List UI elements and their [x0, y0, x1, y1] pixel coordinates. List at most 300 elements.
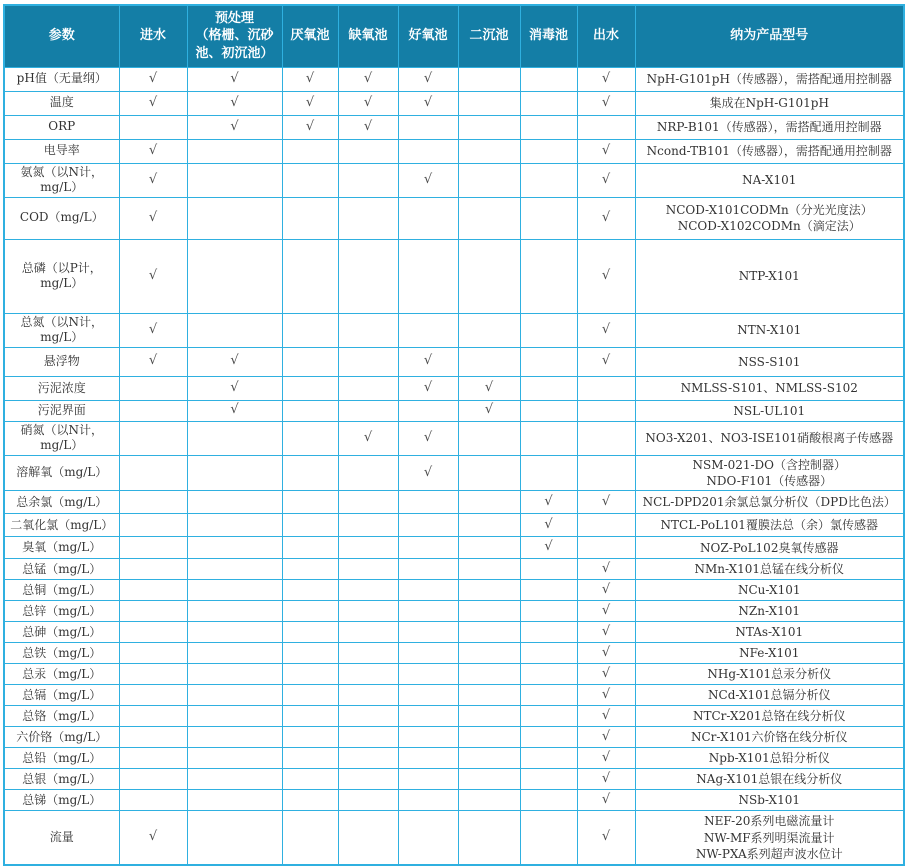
column-header [635, 5, 904, 67]
empty-cell [282, 514, 338, 537]
check-mark-cell: √ [577, 239, 635, 313]
product-line: NCOD-X101CODMn（分光光度法） [665, 203, 873, 217]
check-mark-cell: √ [577, 664, 635, 685]
product-line: NCOD-X102CODMn（滴定法） [677, 219, 861, 234]
param-cell: 氨氮（以N计，mg/L） [4, 163, 119, 197]
check-mark-cell: √ [577, 67, 635, 91]
empty-cell [458, 727, 520, 748]
empty-cell [398, 580, 458, 601]
column-header [338, 5, 398, 67]
empty-cell [119, 559, 187, 580]
empty-cell [338, 643, 398, 664]
empty-cell [520, 163, 577, 197]
empty-cell [398, 685, 458, 706]
check-mark-cell: √ [577, 559, 635, 580]
table-row [4, 347, 904, 376]
empty-cell [187, 491, 282, 514]
empty-cell [187, 685, 282, 706]
table-row [4, 685, 904, 706]
param-cell: 电导率 [4, 139, 119, 163]
empty-cell [338, 664, 398, 685]
empty-cell [458, 748, 520, 769]
check-mark-cell: √ [577, 601, 635, 622]
check-mark-cell: √ [577, 139, 635, 163]
product-line: NRP-B101（传感器），需搭配通用控制器 [656, 119, 882, 134]
check-mark-cell: √ [577, 811, 635, 865]
param-cell: COD（mg/L） [4, 197, 119, 239]
empty-cell [458, 622, 520, 643]
empty-cell [282, 239, 338, 313]
product-line: NCr-X101六价铬在线分析仪 [691, 730, 848, 745]
empty-cell [119, 456, 187, 491]
empty-cell [458, 347, 520, 376]
param-cell: 流量 [4, 811, 119, 865]
empty-cell [119, 643, 187, 664]
empty-cell [458, 601, 520, 622]
column-header [577, 5, 635, 67]
empty-cell [458, 559, 520, 580]
empty-cell [520, 421, 577, 455]
param-cell: 总铬（mg/L） [4, 706, 119, 727]
table-row [4, 559, 904, 580]
table-row [4, 115, 904, 139]
product-line: NSM-021-DO（含控制器） [692, 458, 846, 473]
empty-cell [119, 376, 187, 400]
empty-cell [398, 769, 458, 790]
empty-cell [282, 400, 338, 421]
product-line: NMn-X101总锰在线分析仪 [694, 562, 845, 577]
empty-cell [338, 491, 398, 514]
empty-cell [119, 727, 187, 748]
check-mark-cell: √ [398, 163, 458, 197]
param-cell: 六价铬（mg/L） [4, 727, 119, 748]
product-cell [635, 748, 904, 769]
empty-cell [398, 115, 458, 139]
product-cell [635, 91, 904, 115]
product-cell [635, 197, 904, 239]
product-cell [635, 376, 904, 400]
check-mark-cell: √ [187, 376, 282, 400]
empty-cell [187, 163, 282, 197]
empty-cell [338, 456, 398, 491]
param-cell: 总银（mg/L） [4, 769, 119, 790]
empty-cell [282, 347, 338, 376]
empty-cell [282, 748, 338, 769]
empty-cell [398, 239, 458, 313]
product-line: NSL-UL101 [733, 403, 806, 418]
product-matrix-table [3, 4, 905, 866]
empty-cell [187, 601, 282, 622]
empty-cell [458, 790, 520, 811]
check-mark-cell: √ [577, 685, 635, 706]
param-cell: 悬浮物 [4, 347, 119, 376]
product-cell [635, 400, 904, 421]
product-line: NTN-X101 [737, 323, 802, 338]
column-header-label: 出水 [592, 28, 619, 44]
empty-cell [398, 601, 458, 622]
empty-cell [282, 580, 338, 601]
check-mark-cell: √ [119, 163, 187, 197]
check-mark-cell: √ [282, 115, 338, 139]
empty-cell [338, 622, 398, 643]
param-cell: 总汞（mg/L） [4, 664, 119, 685]
empty-cell [577, 376, 635, 400]
empty-cell [398, 491, 458, 514]
check-mark-cell: √ [119, 197, 187, 239]
empty-cell [119, 400, 187, 421]
column-header-label: 进水 [139, 28, 166, 44]
empty-cell [338, 197, 398, 239]
empty-cell [520, 456, 577, 491]
empty-cell [398, 643, 458, 664]
product-line: Ncond-TB101（传感器），需搭配通用控制器 [646, 143, 892, 158]
param-cell: 总砷（mg/L） [4, 622, 119, 643]
empty-cell [398, 514, 458, 537]
product-line: NTP-X101 [738, 269, 800, 284]
empty-cell [282, 790, 338, 811]
empty-cell [577, 456, 635, 491]
empty-cell [338, 559, 398, 580]
product-cell [635, 790, 904, 811]
check-mark-cell: √ [577, 163, 635, 197]
check-mark-cell: √ [119, 139, 187, 163]
check-mark-cell: √ [398, 67, 458, 91]
empty-cell [187, 664, 282, 685]
empty-cell [187, 643, 282, 664]
product-cell [635, 643, 904, 664]
check-mark-cell: √ [282, 67, 338, 91]
param-cell: 总铁（mg/L） [4, 643, 119, 664]
column-header [520, 5, 577, 67]
check-mark-cell: √ [577, 347, 635, 376]
check-mark-cell: √ [520, 537, 577, 559]
empty-cell [520, 239, 577, 313]
empty-cell [187, 706, 282, 727]
column-header-label: 好氧池 [408, 28, 448, 44]
empty-cell [338, 727, 398, 748]
empty-cell [398, 313, 458, 347]
product-line: NSb-X101 [738, 793, 800, 808]
table-row [4, 790, 904, 811]
table-row [4, 727, 904, 748]
empty-cell [577, 514, 635, 537]
param-cell: 污泥浓度 [4, 376, 119, 400]
check-mark-cell: √ [398, 91, 458, 115]
param-cell: 总锑（mg/L） [4, 790, 119, 811]
column-header-label: 消毒池 [528, 28, 568, 44]
table-row [4, 643, 904, 664]
empty-cell [458, 115, 520, 139]
check-mark-cell: √ [577, 790, 635, 811]
table-row [4, 67, 904, 91]
param-cell: 总铜（mg/L） [4, 580, 119, 601]
table-row [4, 537, 904, 559]
product-line: NOZ-PoL102臭氧传感器 [700, 540, 839, 555]
empty-cell [282, 601, 338, 622]
product-line: NpH-G101pH（传感器），需搭配通用控制器 [646, 71, 892, 86]
column-header [187, 5, 282, 67]
product-cell [635, 514, 904, 537]
table-row [4, 239, 904, 313]
empty-cell [398, 559, 458, 580]
empty-cell [119, 664, 187, 685]
empty-cell [187, 790, 282, 811]
empty-cell [338, 706, 398, 727]
table-header [4, 5, 904, 67]
empty-cell [282, 643, 338, 664]
param-cell: ORP [4, 115, 119, 139]
param-cell: 硝氮（以N计，mg/L） [4, 421, 119, 455]
check-mark-cell: √ [282, 91, 338, 115]
empty-cell [458, 197, 520, 239]
param-cell: 总余氯（mg/L） [4, 491, 119, 514]
column-header-label: 预处理 [214, 10, 254, 26]
product-cell [635, 664, 904, 685]
product-line: NA-X101 [742, 173, 797, 187]
empty-cell [187, 622, 282, 643]
product-cell [635, 537, 904, 559]
empty-cell [338, 400, 398, 421]
check-mark-cell: √ [398, 347, 458, 376]
empty-cell [458, 491, 520, 514]
empty-cell [187, 239, 282, 313]
param-cell: 二氧化氯（mg/L） [4, 514, 119, 537]
table-row [4, 811, 904, 865]
product-line: 集成在NpH-G101pH [709, 95, 829, 110]
empty-cell [458, 514, 520, 537]
param-cell: 总铅（mg/L） [4, 748, 119, 769]
check-mark-cell: √ [577, 769, 635, 790]
param-cell: 总锌（mg/L） [4, 601, 119, 622]
check-mark-cell: √ [577, 643, 635, 664]
empty-cell [187, 727, 282, 748]
product-cell [635, 811, 904, 865]
empty-cell [458, 313, 520, 347]
empty-cell [282, 706, 338, 727]
check-mark-cell: √ [577, 91, 635, 115]
product-line: NCL-DPD201余氯总氯分析仪（DPD比色法） [642, 495, 896, 510]
check-mark-cell: √ [458, 376, 520, 400]
check-mark-cell: √ [577, 622, 635, 643]
check-mark-cell: √ [577, 727, 635, 748]
empty-cell [520, 91, 577, 115]
product-cell [635, 239, 904, 313]
product-cell [635, 601, 904, 622]
empty-cell [187, 514, 282, 537]
empty-cell [282, 376, 338, 400]
empty-cell [282, 769, 338, 790]
check-mark-cell: √ [398, 421, 458, 455]
empty-cell [520, 197, 577, 239]
check-mark-cell: √ [338, 115, 398, 139]
empty-cell [282, 421, 338, 455]
empty-cell [520, 769, 577, 790]
product-cell [635, 685, 904, 706]
check-mark-cell: √ [119, 347, 187, 376]
table-row [4, 748, 904, 769]
empty-cell [187, 197, 282, 239]
table-row [4, 664, 904, 685]
empty-cell [458, 580, 520, 601]
param-cell: 总氮（以N计，mg/L） [4, 313, 119, 347]
table-row [4, 163, 904, 197]
check-mark-cell: √ [577, 197, 635, 239]
product-line: NCd-X101总镉分析仪 [708, 688, 831, 703]
table-row [4, 491, 904, 514]
empty-cell [338, 790, 398, 811]
empty-cell [520, 376, 577, 400]
table-row [4, 601, 904, 622]
check-mark-cell: √ [577, 748, 635, 769]
product-line: NAg-X101总银在线分析仪 [696, 772, 843, 787]
check-mark-cell: √ [577, 491, 635, 514]
product-cell [635, 67, 904, 91]
product-cell [635, 580, 904, 601]
column-header-label: 缺氧池 [348, 28, 388, 44]
empty-cell [398, 622, 458, 643]
column-header-label: 参数 [48, 28, 75, 44]
empty-cell [119, 748, 187, 769]
product-cell [635, 769, 904, 790]
check-mark-cell: √ [398, 456, 458, 491]
empty-cell [338, 163, 398, 197]
check-mark-cell: √ [577, 706, 635, 727]
empty-cell [398, 664, 458, 685]
empty-cell [458, 421, 520, 455]
check-mark-cell: √ [338, 91, 398, 115]
product-cell [635, 163, 904, 197]
empty-cell [187, 559, 282, 580]
empty-cell [458, 643, 520, 664]
check-mark-cell: √ [577, 313, 635, 347]
column-header-subtext: （格栅、沉砂池、初沉池） [195, 28, 274, 62]
check-mark-cell: √ [187, 347, 282, 376]
empty-cell [398, 790, 458, 811]
empty-cell [282, 456, 338, 491]
check-mark-cell: √ [398, 376, 458, 400]
check-mark-cell: √ [119, 239, 187, 313]
product-line: NTCL-PoL101覆膜法总（余）氯传感器 [660, 518, 878, 533]
empty-cell [338, 347, 398, 376]
empty-cell [520, 664, 577, 685]
column-header-label: 厌氧池 [290, 28, 330, 44]
param-cell: 臭氧（mg/L） [4, 537, 119, 559]
column-header-label: 二沉池 [469, 28, 509, 44]
empty-cell [282, 163, 338, 197]
empty-cell [282, 491, 338, 514]
empty-cell [282, 664, 338, 685]
check-mark-cell: √ [119, 67, 187, 91]
product-cell [635, 313, 904, 347]
product-line: NMLSS-S101、NMLSS-S102 [680, 381, 858, 396]
param-cell: 污泥界面 [4, 400, 119, 421]
param-cell: pH值（无量纲） [4, 67, 119, 91]
empty-cell [520, 400, 577, 421]
empty-cell [458, 811, 520, 865]
empty-cell [119, 491, 187, 514]
check-mark-cell: √ [520, 491, 577, 514]
check-mark-cell: √ [119, 313, 187, 347]
empty-cell [520, 559, 577, 580]
empty-cell [458, 91, 520, 115]
empty-cell [282, 197, 338, 239]
empty-cell [338, 313, 398, 347]
empty-cell [187, 748, 282, 769]
param-cell: 溶解氧（mg/L） [4, 456, 119, 491]
empty-cell [187, 139, 282, 163]
product-cell [635, 115, 904, 139]
empty-cell [520, 601, 577, 622]
empty-cell [458, 163, 520, 197]
empty-cell [398, 537, 458, 559]
empty-cell [119, 685, 187, 706]
product-line: NFe-X101 [739, 646, 800, 661]
empty-cell [520, 685, 577, 706]
check-mark-cell: √ [187, 91, 282, 115]
table-row [4, 313, 904, 347]
empty-cell [187, 769, 282, 790]
check-mark-cell: √ [338, 67, 398, 91]
empty-cell [119, 790, 187, 811]
column-header [398, 5, 458, 67]
empty-cell [187, 580, 282, 601]
empty-cell [282, 622, 338, 643]
empty-cell [119, 421, 187, 455]
empty-cell [577, 400, 635, 421]
empty-cell [520, 115, 577, 139]
column-header [282, 5, 338, 67]
empty-cell [338, 514, 398, 537]
empty-cell [398, 811, 458, 865]
product-line: NTAs-X101 [735, 625, 804, 640]
empty-cell [119, 580, 187, 601]
empty-cell [520, 811, 577, 865]
product-line: Npb-X101总铅分析仪 [708, 751, 830, 766]
empty-cell [338, 769, 398, 790]
empty-cell [338, 748, 398, 769]
empty-cell [282, 139, 338, 163]
product-line: NHg-X101总汞分析仪 [707, 667, 832, 682]
empty-cell [458, 67, 520, 91]
empty-cell [338, 139, 398, 163]
empty-cell [520, 139, 577, 163]
table-row [4, 421, 904, 455]
empty-cell [520, 347, 577, 376]
table-body [4, 67, 904, 865]
product-line: NTCr-X201总铬在线分析仪 [693, 709, 846, 724]
table-row [4, 197, 904, 239]
empty-cell [520, 790, 577, 811]
empty-cell [458, 685, 520, 706]
column-header [4, 5, 119, 67]
empty-cell [338, 685, 398, 706]
column-header [119, 5, 187, 67]
empty-cell [458, 769, 520, 790]
table-row [4, 376, 904, 400]
product-cell [635, 139, 904, 163]
empty-cell [458, 239, 520, 313]
product-line: NCu-X101 [738, 583, 801, 598]
check-mark-cell: √ [458, 400, 520, 421]
empty-cell [187, 537, 282, 559]
empty-cell [282, 811, 338, 865]
empty-cell [520, 313, 577, 347]
table-row [4, 769, 904, 790]
param-cell: 温度 [4, 91, 119, 115]
product-cell [635, 421, 904, 455]
empty-cell [520, 706, 577, 727]
empty-cell [187, 313, 282, 347]
